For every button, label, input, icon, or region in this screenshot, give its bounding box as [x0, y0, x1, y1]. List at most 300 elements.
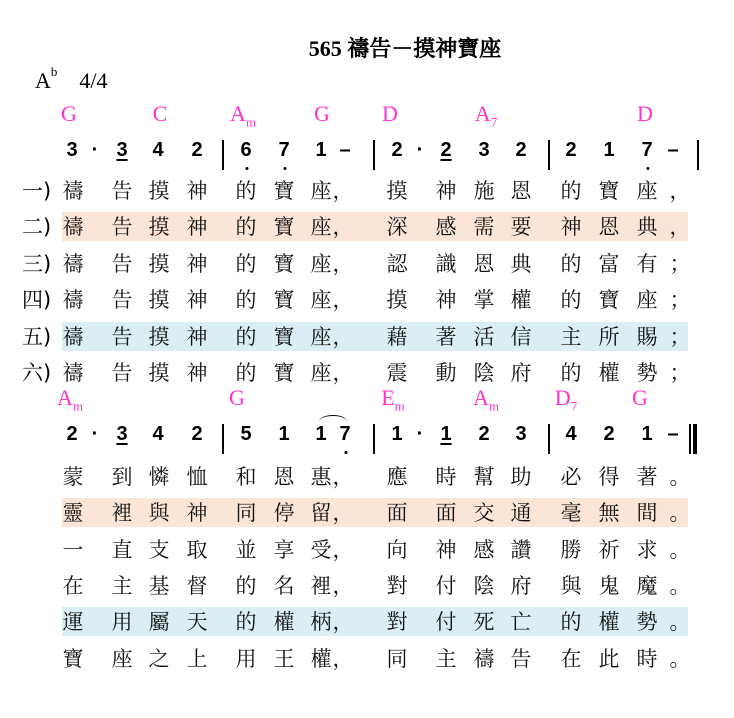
barline	[373, 140, 375, 170]
note-digit: 5	[240, 423, 252, 445]
lyric-char: ，	[332, 574, 354, 598]
lyric-char: 活	[473, 325, 495, 349]
verse-label: 三)	[22, 252, 52, 276]
lyric-char: 在	[560, 647, 582, 671]
lyric-char: ，	[332, 179, 354, 203]
note	[641, 423, 652, 446]
chord-root: G	[229, 385, 245, 410]
lyric-char: 的	[560, 252, 582, 276]
lyric-char: 用	[235, 647, 257, 671]
lyric-char: 受	[310, 538, 332, 562]
note-digit: 2	[478, 423, 490, 445]
lyric-char: 通	[510, 501, 532, 525]
verse-label: 一)	[22, 179, 52, 203]
lyric-char: 。	[669, 538, 691, 562]
lyric-char: 禱	[62, 288, 84, 312]
key-accidental: b	[50, 64, 58, 79]
final-barline-thick	[693, 424, 697, 454]
lyric-char: 信	[510, 325, 532, 349]
lyric-char: 所	[598, 325, 620, 349]
chord-root: D	[637, 101, 653, 126]
note	[191, 423, 202, 446]
lyric-char: 督	[186, 574, 208, 598]
lyric-char: 神	[186, 501, 208, 525]
lyric-char: 摸	[148, 215, 170, 239]
lyric-char: 座	[310, 179, 332, 203]
lyric-char: 寶	[273, 361, 295, 385]
lyric-char: 同	[386, 647, 408, 671]
lyric-char: 無	[598, 501, 620, 525]
note	[478, 139, 489, 162]
chord-root: C	[152, 101, 168, 126]
lyric-char: 禱	[62, 179, 84, 203]
note	[278, 139, 289, 162]
lyric-char: 座	[310, 361, 332, 385]
lyric-char: 告	[111, 179, 133, 203]
lyric-char: 震	[386, 361, 408, 385]
lyric-char: 向	[386, 538, 408, 562]
note	[440, 423, 451, 446]
lyric-char: 深	[386, 215, 408, 239]
note	[417, 423, 424, 446]
lyric-char: 之	[148, 647, 170, 671]
lyric-char: 直	[111, 538, 133, 562]
chord-root: G	[314, 101, 330, 126]
note-digit: 1	[440, 423, 452, 445]
note	[278, 423, 289, 446]
lyric-char: 典	[636, 215, 658, 239]
lyric-char: 座	[310, 215, 332, 239]
low-octave-dot	[283, 167, 286, 170]
lyric-char: 的	[235, 325, 257, 349]
note-digit: 7	[641, 139, 653, 161]
lyric-char: 的	[560, 610, 582, 634]
lyric-char: 。	[669, 501, 691, 525]
lyric-char: 。	[669, 610, 691, 634]
lyric-char: 與	[560, 574, 582, 598]
hymn-title: 565 禱告－摸神寶座	[308, 36, 502, 61]
lyric-char: 恩	[598, 215, 620, 239]
final-barline-thin	[689, 424, 691, 454]
lyric-char: 得	[598, 465, 620, 489]
lyric-char: 寶	[273, 325, 295, 349]
lyric-char: 和	[235, 465, 257, 489]
lyric-char: 權	[598, 610, 620, 634]
note	[315, 139, 326, 162]
lyric-char: ，	[332, 215, 354, 239]
lyric-char: 賜	[636, 325, 658, 349]
lyric-char: 求	[636, 538, 658, 562]
lyric-char: 權	[310, 647, 332, 671]
low-octave-dot	[245, 167, 248, 170]
lyric-char: 典	[510, 252, 532, 276]
lyric-char: 。	[669, 647, 691, 671]
chord-root: E	[381, 385, 395, 410]
lyric-char: 運	[62, 610, 84, 634]
note-digit: 2	[565, 139, 577, 161]
lyric-char: ，	[332, 465, 354, 489]
lyric-char: 寶	[273, 252, 295, 276]
lyric-char: 時	[636, 647, 658, 671]
note	[391, 423, 402, 446]
lyric-char: 亡	[510, 610, 532, 634]
lyric-char: 陰	[473, 574, 495, 598]
note	[641, 139, 652, 162]
lyric-char: 神	[435, 179, 457, 203]
barline	[548, 140, 550, 170]
note-digit: 3	[66, 139, 78, 161]
lyric-char: 憐	[148, 465, 170, 489]
lyric-char: 此	[598, 647, 620, 671]
lyric-char: 幫	[473, 465, 495, 489]
lyric-char: 柄	[310, 610, 332, 634]
lyric-char: 告	[111, 252, 133, 276]
lyric-char: 摸	[386, 288, 408, 312]
note	[240, 423, 251, 446]
note	[152, 423, 163, 446]
lyric-char: 禱	[62, 361, 84, 385]
lyric-char: 要	[510, 215, 532, 239]
lyric-char: 神	[186, 325, 208, 349]
time-signature: 4/4	[79, 68, 108, 93]
lyric-char: ；	[669, 325, 691, 349]
lyric-char: ，	[669, 215, 691, 239]
chord-symbol	[314, 101, 330, 130]
note-digit: –	[667, 139, 679, 161]
lyric-char: 神	[435, 538, 457, 562]
lyric-char: 交	[473, 501, 495, 525]
lyric-char: 對	[386, 574, 408, 598]
chord-quality: m	[245, 114, 257, 130]
lyric-char: 。	[669, 574, 691, 598]
key-note: A	[35, 68, 51, 93]
chord-root: D	[554, 385, 571, 410]
lyric-char: 天	[186, 610, 208, 634]
lyric-char: 的	[560, 179, 582, 203]
lyric-char: 寶	[273, 179, 295, 203]
lyric-char: 死	[473, 610, 495, 634]
lyric-char: 恩	[510, 179, 532, 203]
lyric-char: 神	[186, 179, 208, 203]
lyric-char: 權	[273, 610, 295, 634]
lyric-char: 支	[148, 538, 170, 562]
note-digit: –	[667, 423, 679, 445]
verse-label: 五)	[22, 325, 52, 349]
lyric-char: 同	[235, 501, 257, 525]
lyric-char: 座	[111, 647, 133, 671]
lyric-char: 禱	[473, 647, 495, 671]
note	[603, 139, 614, 162]
lyric-char: 需	[473, 215, 495, 239]
verse-label: 二)	[22, 215, 52, 239]
note	[565, 139, 576, 162]
chord-root: D	[382, 101, 398, 126]
chord-quality: 7	[570, 398, 578, 414]
lyric-char: 對	[386, 610, 408, 634]
lyric-char: ，	[332, 647, 354, 671]
note	[152, 139, 163, 162]
lyric-char: ，	[332, 610, 354, 634]
lyric-char: 付	[435, 610, 457, 634]
note	[391, 139, 402, 162]
lyric-char: 恩	[473, 252, 495, 276]
verse-label: 四)	[22, 288, 52, 312]
note	[339, 139, 350, 162]
lyric-char: 毫	[560, 501, 582, 525]
lyric-char: ，	[332, 361, 354, 385]
lyric-char: 府	[510, 361, 532, 385]
lyric-char: 座	[310, 252, 332, 276]
lyric-char: 的	[235, 215, 257, 239]
lyric-char: 摸	[148, 252, 170, 276]
lyric-char: ，	[332, 538, 354, 562]
note	[240, 139, 251, 162]
lyric-char: 的	[235, 179, 257, 203]
note-digit: 3	[515, 423, 527, 445]
note	[478, 423, 489, 446]
note-digit: 2	[66, 423, 78, 445]
note-digit: 3	[116, 139, 128, 161]
chord-symbol	[632, 385, 648, 414]
chord-symbol	[230, 101, 256, 130]
note-digit: 6	[240, 139, 252, 161]
chord-root: G	[61, 101, 77, 126]
note	[92, 139, 99, 162]
note-digit: 2	[391, 139, 403, 161]
lyric-char: 認	[386, 252, 408, 276]
lyric-char: ，	[332, 252, 354, 276]
chord-root: A	[229, 101, 246, 126]
chord-root: A	[56, 385, 73, 410]
lyric-char: 並	[235, 538, 257, 562]
lyric-char: 府	[510, 574, 532, 598]
lyric-char: 座	[636, 288, 658, 312]
lyric-char: 摸	[148, 179, 170, 203]
lyric-char: ，	[332, 288, 354, 312]
note	[515, 423, 526, 446]
lyric-char: ；	[669, 288, 691, 312]
note-digit: ·	[416, 423, 424, 445]
lyric-char: 惠	[310, 465, 332, 489]
note-digit: 1	[391, 423, 403, 445]
note-digit: 1	[603, 139, 615, 161]
lyric-char: 。	[669, 465, 691, 489]
note-digit: 2	[191, 139, 203, 161]
lyric-char: 助	[510, 465, 532, 489]
lyric-char: ；	[669, 252, 691, 276]
lyric-char: 摸	[386, 179, 408, 203]
lyric-char: 應	[386, 465, 408, 489]
lyric-char: 座	[310, 288, 332, 312]
lyric-char: 蒙	[62, 465, 84, 489]
lyric-char: ，	[669, 179, 691, 203]
chord-root: G	[632, 385, 648, 410]
note-digit: 4	[152, 139, 164, 161]
lyric-char: 神	[186, 361, 208, 385]
note-digit: 1	[641, 423, 653, 445]
lyric-char: 基	[148, 574, 170, 598]
chord-symbol	[473, 385, 499, 414]
lyric-char: 主	[435, 647, 457, 671]
lyric-char: 用	[111, 610, 133, 634]
chord-quality: m	[488, 398, 500, 414]
note-digit: 1	[315, 423, 327, 445]
barline	[373, 424, 375, 454]
note	[191, 139, 202, 162]
chord-symbol	[475, 101, 497, 130]
lyric-char: 面	[386, 501, 408, 525]
lyric-char: 寶	[273, 288, 295, 312]
lyric-char: ，	[332, 501, 354, 525]
lyric-char: 勝	[560, 538, 582, 562]
key-signature	[35, 64, 108, 94]
barline	[548, 424, 550, 454]
note	[667, 423, 678, 446]
lyric-char: 著	[435, 325, 457, 349]
lyric-char: 名	[273, 574, 295, 598]
chord-symbol	[61, 101, 77, 130]
note	[603, 423, 614, 446]
note-digit: 1	[315, 139, 327, 161]
note-digit: 4	[565, 423, 577, 445]
lyric-char: 勢	[636, 361, 658, 385]
chord-symbol	[555, 385, 577, 414]
lyric-char: 恩	[273, 465, 295, 489]
lyric-char: 面	[435, 501, 457, 525]
lyric-char: 屬	[148, 610, 170, 634]
lyric-char: 的	[235, 361, 257, 385]
chord-symbol	[637, 101, 653, 130]
note-digit: 3	[116, 423, 128, 445]
note-digit: ·	[91, 139, 99, 161]
lyric-char: 告	[111, 325, 133, 349]
note	[440, 139, 451, 162]
barline	[222, 424, 224, 454]
lyric-char: 停	[273, 501, 295, 525]
note	[515, 139, 526, 162]
lyric-char: 神	[435, 288, 457, 312]
lyric-char: 時	[435, 465, 457, 489]
lyric-char: 付	[435, 574, 457, 598]
lyric-char: 摸	[148, 361, 170, 385]
lyric-char: 動	[435, 361, 457, 385]
note-digit: 7	[339, 423, 351, 445]
lyric-char: 王	[273, 647, 295, 671]
chord-quality: 7	[490, 114, 498, 130]
lyric-char: 主	[111, 574, 133, 598]
chord-symbol	[153, 101, 168, 130]
lyric-char: 的	[560, 361, 582, 385]
lyric-char: 神	[186, 288, 208, 312]
note-digit: –	[339, 139, 351, 161]
lyric-char: 神	[186, 252, 208, 276]
lyric-char: 識	[435, 252, 457, 276]
lyric-char: 著	[636, 465, 658, 489]
barline	[697, 140, 699, 170]
lyric-char: 裡	[310, 574, 332, 598]
lyric-char: 一	[62, 538, 84, 562]
chord-symbol	[57, 385, 83, 414]
lyric-char: ；	[669, 361, 691, 385]
lyric-char: 取	[186, 538, 208, 562]
note-digit: ·	[91, 423, 99, 445]
note-digit: 2	[603, 423, 615, 445]
lyric-char: 感	[473, 538, 495, 562]
lyric-char: 禱	[62, 215, 84, 239]
low-octave-dot	[344, 451, 347, 454]
lyric-char: 告	[111, 215, 133, 239]
tie-arc	[319, 415, 347, 428]
chord-symbol	[382, 101, 398, 130]
lyric-char: 感	[435, 215, 457, 239]
lyric-char: 權	[510, 288, 532, 312]
lyric-char: 寶	[62, 647, 84, 671]
low-octave-dot	[646, 167, 649, 170]
lyric-char: 禱	[62, 325, 84, 349]
lyric-char: 讚	[510, 538, 532, 562]
lyric-char: 到	[111, 465, 133, 489]
lyric-char: 鬼	[598, 574, 620, 598]
lyric-char: 的	[560, 288, 582, 312]
lyric-char: 禱	[62, 252, 84, 276]
lyric-char: 告	[111, 361, 133, 385]
lyric-char: 有	[636, 252, 658, 276]
barline	[222, 140, 224, 170]
verse-label: 六)	[22, 361, 52, 385]
lyric-char: 摸	[148, 288, 170, 312]
note-digit: 4	[152, 423, 164, 445]
lyric-char: 藉	[386, 325, 408, 349]
lyric-char: 在	[62, 574, 84, 598]
note	[116, 423, 127, 446]
note	[66, 139, 77, 162]
lyric-char: 寶	[273, 215, 295, 239]
chord-symbol	[229, 385, 245, 414]
lyric-char: 寶	[598, 179, 620, 203]
lyric-char: 陰	[473, 361, 495, 385]
note-digit: 2	[440, 139, 452, 161]
note	[417, 139, 424, 162]
lyric-char: 寶	[598, 288, 620, 312]
lyric-char: 神	[560, 215, 582, 239]
lyric-char: 的	[235, 610, 257, 634]
chord-quality: m	[394, 398, 405, 414]
note	[92, 423, 99, 446]
lyric-char: 與	[148, 501, 170, 525]
lyric-char: 施	[473, 179, 495, 203]
lyric-char: 留	[310, 501, 332, 525]
lyric-char: 裡	[111, 501, 133, 525]
lyric-char: 掌	[473, 288, 495, 312]
lyric-char: 告	[510, 647, 532, 671]
lyric-char: 間	[636, 501, 658, 525]
lyric-char: 摸	[148, 325, 170, 349]
lyric-char: 恤	[186, 465, 208, 489]
lyric-char: 座	[310, 325, 332, 349]
lyric-char: 的	[235, 288, 257, 312]
lyric-char: 勢	[636, 610, 658, 634]
lyric-char: 祈	[598, 538, 620, 562]
lyric-char: 的	[235, 252, 257, 276]
lyric-char: 必	[560, 465, 582, 489]
chord-symbol	[381, 385, 405, 414]
note-digit: 2	[191, 423, 203, 445]
lyric-char: 神	[186, 215, 208, 239]
note-digit: 7	[278, 139, 290, 161]
note	[667, 139, 678, 162]
note	[66, 423, 77, 446]
lyric-char: 座	[636, 179, 658, 203]
